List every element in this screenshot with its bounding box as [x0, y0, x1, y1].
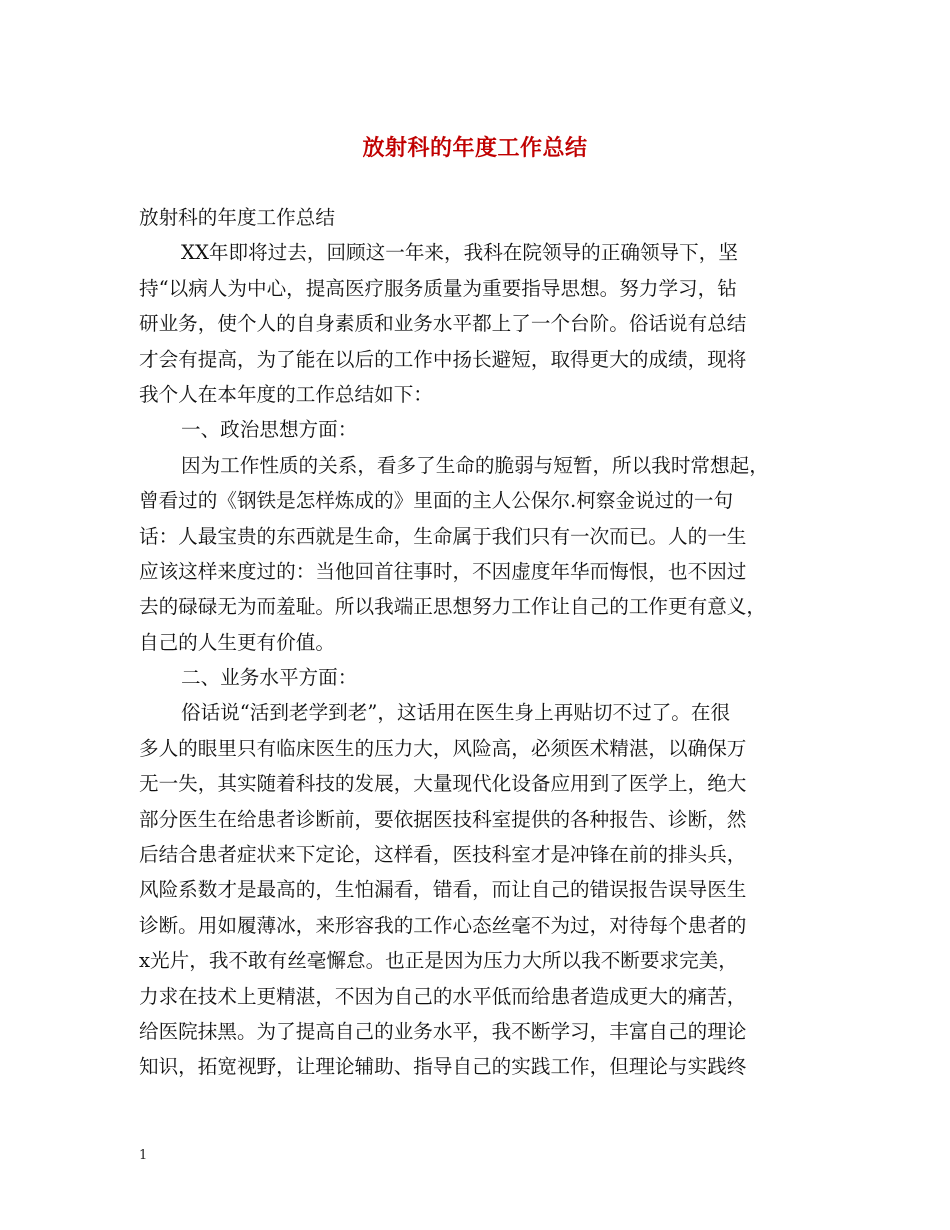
text-line: 持“以病人为中心，提高医疗服务质量为重要指导思想。努力学习，钻 [139, 276, 737, 300]
text-line: 俗话说“活到老学到老”，这话用在医生身上再贴切不过了。在很 [181, 701, 731, 725]
text-line: 去的碌碌无为而羞耻。所以我端正思想努力工作让自己的工作更有意义， [139, 595, 766, 619]
document-body [139, 200, 819, 1085]
text-line: 部分医生在给患者诊断前，要依据医技科室提供的各种报告、诊断，然 [139, 807, 747, 831]
text-line: 我个人在本年度的工作总结如下： [139, 382, 433, 406]
text-line: 应该这样来度过的：当他回首往事时，不因虚度年华而悔恨，也不因过 [139, 559, 747, 583]
text-line: 研业务，使个人的自身素质和业务水平都上了一个台阶。俗话说有总结 [139, 312, 747, 336]
text-line: 放射科的年度工作总结 [139, 206, 335, 229]
text-line: 力求在技术上更精湛，不因为自己的水平低而给患者造成更大的痛苦， [139, 984, 747, 1008]
text-line: 二、业务水平方面： [181, 666, 358, 690]
text-line: XX年即将过去，回顾这一年来，我科在院领导的正确领导下，坚 [181, 241, 738, 265]
text-line: 给医院抹黑。为了提高自己的业务水平，我不断学习，丰富自己的理论 [139, 1019, 747, 1043]
text-line: 才会有提高，为了能在以后的工作中扬长避短，取得更大的成绩，现将 [139, 347, 747, 371]
text-line: 多人的眼里只有临床医生的压力大，风险高，必须医术精湛，以确保万 [139, 736, 747, 760]
page-number: 1 [139, 1148, 148, 1163]
document-title: 放射科的年度工作总结 [362, 135, 588, 161]
text-line: 曾看过的《钢铁是怎样炼成的》里面的主人公保尔.柯察金说过的一句 [139, 489, 734, 513]
text-line: 后结合患者症状来下定论，这样看，医技科室才是冲锋在前的排头兵， [139, 843, 747, 867]
text-line: 诊断。用如履薄冰，来形容我的工作心态丝毫不为过，对待每个患者的 [139, 913, 747, 937]
text-line: 因为工作性质的关系，看多了生命的脆弱与短暂，所以我时常想起， [181, 453, 769, 477]
text-line: 自己的人生更有价值。 [139, 630, 335, 654]
text-line: 话：人最宝贵的东西就是生命，生命属于我们只有一次而已。人的一生 [139, 524, 747, 548]
text-line: 知识，拓宽视野，让理论辅助、指导自己的实践工作，但理论与实践终 [139, 1055, 747, 1079]
text-line: x光片，我不敢有丝毫懈怠。也正是因为压力大所以我不断要求完美， [139, 949, 738, 973]
text-line: 一、政治思想方面： [181, 418, 358, 442]
text-line: 无一失，其实随着科技的发展，大量现代化设备应用到了医学上，绝大 [139, 772, 747, 796]
text-line: 风险系数才是最高的，生怕漏看，错看，而让自己的错误报告误导医生 [139, 878, 747, 902]
